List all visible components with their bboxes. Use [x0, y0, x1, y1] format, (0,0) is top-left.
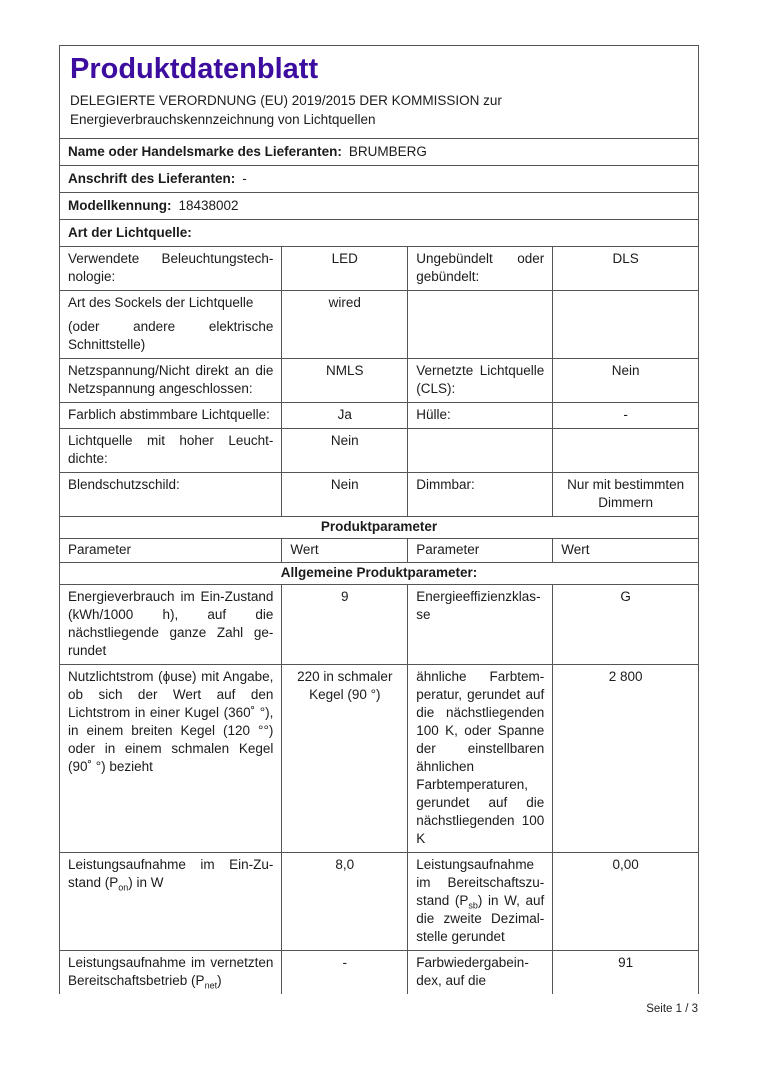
cell-paragraph: Farbwiedergabeindex, auf die [416, 955, 529, 988]
info-cell [60, 193, 699, 220]
value-cell [553, 853, 699, 951]
regulation-text-line2: Energieverbrauchskennzeichnung von Lichtquellen [70, 112, 376, 127]
column-header-cell: Parameter [408, 539, 553, 563]
parameter-cell [60, 853, 282, 951]
parameter-cell [408, 665, 553, 853]
table-row [60, 291, 699, 359]
section-header-row [60, 563, 699, 585]
cell-paragraph: Energieeffizienzklasse [416, 589, 541, 622]
page-number: Seite 1 / 3 [646, 1003, 698, 1015]
subscript: sb [468, 900, 478, 911]
parameter-cell [60, 585, 282, 665]
table-row [60, 665, 699, 853]
table-row [60, 853, 699, 951]
cell-paragraph: Leistungsaufnahme im Ein-Zustand $(P_{on})$ in W [68, 857, 274, 893]
datasheet [59, 45, 699, 1016]
parameter-cell [60, 473, 282, 517]
section-header-row [60, 517, 699, 539]
parameter-cell [60, 359, 282, 403]
cell-paragraph: Dimmbar: [416, 477, 475, 492]
cell-paragraph: Nein [330, 433, 359, 448]
cell-paragraph: - [342, 955, 348, 970]
parameter-cell [60, 951, 282, 995]
field-label: Name oder Handelsmarke des Lieferanten: [68, 144, 342, 159]
parameter-cell [408, 359, 553, 403]
parameter-cell [408, 853, 553, 951]
info-row [60, 139, 699, 166]
subscript: net [204, 980, 218, 991]
section-header: Allgemeine Produktparameter: [60, 563, 699, 585]
table-row [60, 247, 699, 291]
parameter-cell [408, 951, 553, 995]
value-cell [282, 291, 408, 359]
cell-paragraph: Nein [330, 477, 359, 492]
value-cell [282, 585, 408, 665]
value-cell [553, 585, 699, 665]
cell-paragraph: Netzspannung/Nicht direkt an die Netzspannung angeschlossen: [68, 363, 274, 396]
cell-paragraph: Blendschutzschild: [68, 477, 180, 492]
parameter-cell [60, 429, 282, 473]
parameter-cell [60, 403, 282, 429]
field-label: Anschrift des Lieferanten: [68, 171, 236, 186]
cell-paragraph: Energieverbrauch im Ein-Zustand (kWh/1000 h), auf die nächstliegende ganze Zahl gerundet [68, 589, 274, 658]
value-cell [282, 403, 408, 429]
table-row [60, 951, 699, 995]
table-row [60, 429, 699, 473]
cell-paragraph: Ja [337, 407, 352, 422]
value-cell [282, 473, 408, 517]
parameter-cell [60, 665, 282, 853]
cell-paragraph: Verwendete Beleuchtungstechnologie: [68, 251, 274, 284]
parameter-cell [408, 291, 553, 359]
cell-paragraph: ähnliche Farbtemperatur, gerundet auf die nächstliegenden 100 K, oder Spanne der einstellbaren ähnlichen Farbtemperaturen, gerundet auf die nächstliegenden 100 K [416, 669, 545, 846]
cell-paragraph: 8,0 [335, 857, 355, 872]
value-cell [553, 429, 699, 473]
cell-paragraph: Nutzlichtstrom (ϕuse) mit Angabe, ob sich der Wert auf den Lichtstrom in einer Kugel (360˚ °), in einem breiten Kegel (120 °°) oder in einem schmalen Kegel (90˚ °) bezieht [68, 669, 274, 774]
cell-paragraph: 91 [618, 955, 634, 970]
regulation-text-line1: DELEGIERTE VERORDNUNG (EU) 2019/2015 DER KOMMISSION zur [70, 93, 502, 108]
cell-paragraph: Nur mit bestimmten Dimmern [567, 477, 685, 510]
field-label: Art der Lichtquelle: [68, 225, 192, 240]
cell-paragraph: 220 in schmaler Kegel (90 °) [297, 669, 393, 702]
value-cell [282, 247, 408, 291]
column-header-cell: Wert [553, 539, 699, 563]
info-row [60, 193, 699, 220]
value-cell [553, 951, 699, 995]
parameter-cell [60, 247, 282, 291]
cell-paragraph: Vernetzte Lichtquelle (CLS): [416, 363, 545, 396]
value-cell [553, 473, 699, 517]
cell-paragraph: LED [331, 251, 358, 266]
value-cell [553, 403, 699, 429]
field-value: BRUMBERG [348, 144, 427, 159]
column-header-cell: Parameter [60, 539, 282, 563]
parameter-cell [408, 403, 553, 429]
cell-paragraph: - [623, 407, 628, 422]
cell-paragraph: Lichtquelle mit hoher Leuchtdichte: [68, 433, 274, 466]
parameter-cell [408, 247, 553, 291]
column-header-cell: Wert [282, 539, 408, 563]
value-cell [553, 247, 699, 291]
table-row [60, 585, 699, 665]
field-value: - [242, 171, 247, 186]
column-header-row [60, 539, 699, 563]
parameter-cell [408, 473, 553, 517]
cell-paragraph: (oder andere elektrische Schnittstelle) [68, 319, 274, 352]
value-cell [282, 665, 408, 853]
cell-paragraph: Farblich abstimmbare Lichtquelle: [68, 407, 270, 422]
cell-paragraph: 9 [341, 589, 349, 604]
table-row [60, 359, 699, 403]
cell-paragraph: 0,00 [612, 857, 639, 872]
value-cell [282, 853, 408, 951]
info-cell [60, 220, 699, 247]
cell-paragraph: Nein [611, 363, 640, 378]
cell-paragraph: Hülle: [416, 407, 451, 422]
cell-paragraph: Art des Sockels der Lichtquelle [68, 295, 254, 310]
cell-paragraph: Leistungsaufnahme im vernetzten Bereitschaftsbetrieb $(P_{net})$ [68, 955, 274, 991]
datasheet-table [59, 45, 699, 994]
cell-paragraph: 2 800 [608, 669, 643, 684]
cell-paragraph: G [620, 589, 631, 604]
value-cell [282, 951, 408, 995]
cell-paragraph: NMLS [326, 363, 364, 378]
cell-paragraph: wired [328, 295, 361, 310]
parameter-cell [60, 291, 282, 359]
value-cell [553, 291, 699, 359]
table-row [60, 473, 699, 517]
cell-paragraph: DLS [612, 251, 639, 266]
title-cell [60, 46, 699, 139]
table-row [60, 403, 699, 429]
value-cell [282, 359, 408, 403]
field-label: Modellkennung: [68, 198, 172, 213]
value-cell [553, 359, 699, 403]
field-value: 18438002 [178, 198, 239, 213]
value-cell [553, 665, 699, 853]
value-cell [282, 429, 408, 473]
page-title: Produktdatenblatt [70, 53, 319, 85]
title-row [60, 46, 699, 139]
info-row [60, 220, 699, 247]
cell-paragraph: Ungebündelt oder gebündelt: [416, 251, 545, 284]
info-cell [60, 139, 699, 166]
parameter-cell [408, 429, 553, 473]
subscript: on [118, 882, 129, 893]
parameter-cell [408, 585, 553, 665]
section-header: Produktparameter [60, 517, 699, 539]
info-row [60, 166, 699, 193]
info-cell [60, 166, 699, 193]
cell-paragraph: Leistungsaufnahme im Bereitschaftszustand $(P_{sb})$ in W, auf die zweite Dezimalstelle gerundet [416, 857, 545, 944]
